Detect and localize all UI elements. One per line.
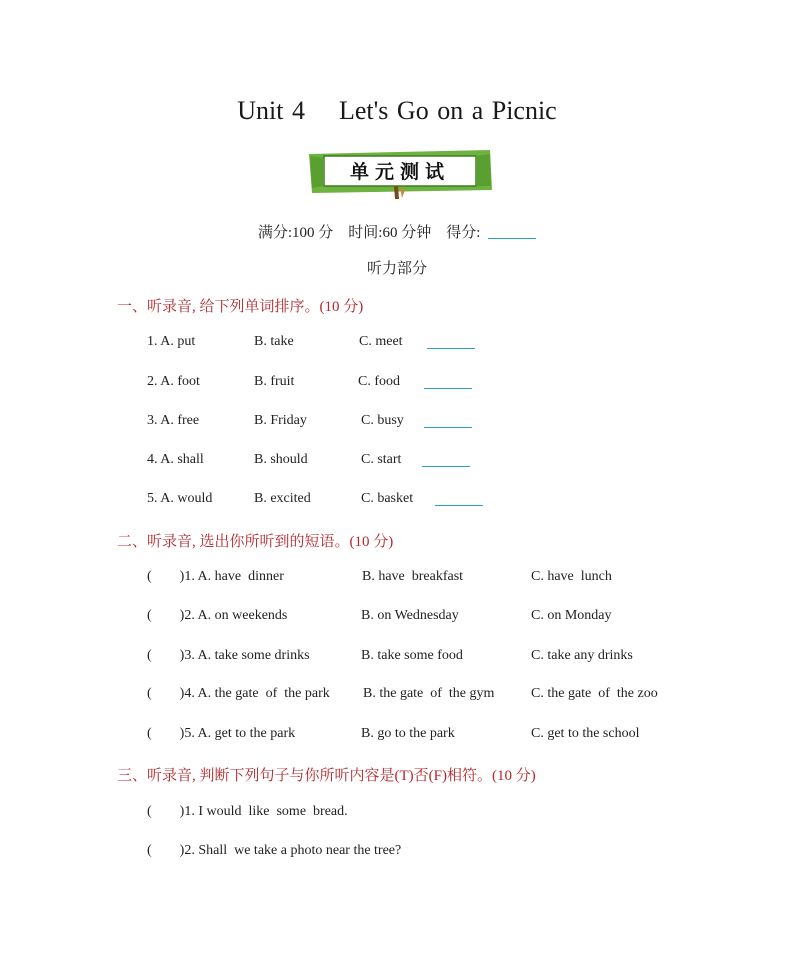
s1-q5-a: 5. A. would [147, 491, 213, 506]
s1-q4-answer-blank[interactable] [422, 466, 470, 467]
s2-q1-c: C. have lunch [531, 569, 612, 584]
s1-q4-c: C. start [361, 452, 402, 467]
s1-q2-answer-blank[interactable] [424, 388, 472, 389]
score-line [0, 221, 794, 242]
s1-q3-a: 3. A. free [147, 413, 200, 428]
s1-q5-b: B. excited [254, 491, 311, 506]
s1-q1-b: B. take [254, 334, 294, 349]
s1-q2-a: 2. A. foot [147, 374, 200, 389]
s2-q2-c: C. on Monday [531, 608, 612, 623]
s2-q3-a[interactable]: ( )3. A. take some drinks [147, 648, 310, 663]
s2-q1-b: B. have breakfast [362, 569, 464, 584]
section-3-heading: 三、听录音, 判断下列句子与你所听内容是(T)否(F)相符。(10 分) [117, 768, 536, 784]
section-1-heading: 一、听录音, 给下列单词排序。(10 分) [117, 299, 364, 315]
banner-graphic [306, 146, 494, 202]
s1-q1-c: C. meet [359, 334, 403, 349]
score-text: 满分:100 分 时间:60 分钟 得分: [257, 225, 485, 241]
section-2-heading: 二、听录音, 选出你所听到的短语。(10 分) [117, 534, 394, 550]
s1-q3-b: B. Friday [254, 413, 307, 428]
score-blank[interactable] [488, 238, 536, 239]
s1-q4-b: B. should [254, 452, 308, 467]
page-title: Unit 4 Let's Go on a Picnic [237, 96, 557, 125]
s2-q1-a[interactable]: ( )1. A. have dinner [147, 569, 284, 584]
s1-q2-b: B. fruit [254, 374, 295, 389]
s2-q4-a[interactable]: ( )4. A. the gate of the park [147, 686, 330, 701]
s2-q2-b: B. on Wednesday [361, 608, 459, 623]
banner-text: 单元测试 [349, 161, 451, 183]
s2-q3-c: C. take any drinks [531, 648, 633, 663]
s1-q1-answer-blank[interactable] [427, 348, 475, 349]
s2-q5-c: C. get to the school [531, 726, 640, 741]
s2-q4-c: C. the gate of the zoo [531, 686, 658, 701]
s1-q2-c: C. food [358, 374, 400, 389]
s1-q4-a: 4. A. shall [147, 452, 204, 467]
s1-q3-answer-blank[interactable] [424, 427, 472, 428]
s2-q3-b: B. take some food [361, 648, 463, 663]
s2-q5-a[interactable]: ( )5. A. get to the park [147, 726, 296, 741]
s1-q1-a: 1. A. put [147, 334, 196, 349]
unit-test-banner [306, 146, 494, 202]
s2-q5-b: B. go to the park [361, 726, 455, 741]
s1-q5-answer-blank[interactable] [435, 505, 483, 506]
s1-q5-c: C. basket [361, 491, 414, 506]
part-label: 听力部分 [366, 261, 427, 277]
s2-q4-b: B. the gate of the gym [363, 686, 495, 701]
s1-q3-c: C. busy [361, 413, 404, 428]
s3-q2[interactable]: ( )2. Shall we take a photo near the tree? [147, 843, 402, 858]
s2-q2-a[interactable]: ( )2. A. on weekends [147, 608, 288, 623]
s3-q1[interactable]: ( )1. I would like some bread. [147, 804, 348, 819]
